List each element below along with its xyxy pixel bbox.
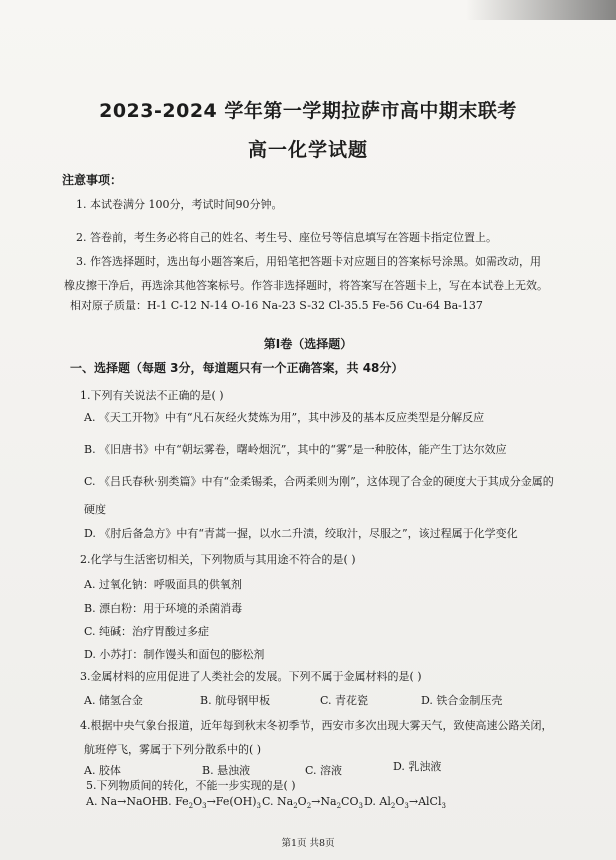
q2-option-a: A. 过氧化钠：呼吸面具的供氧剂 xyxy=(84,578,242,591)
notice-item-2: 2. 答卷前，考生务必将自己的姓名、考生号、座位号等信息填写在答题卡指定位置上。 xyxy=(76,231,497,244)
q4-option-b: B. 悬浊液 xyxy=(202,764,251,777)
section-subtitle: 一、选择题（每题 3分，每道题只有一个正确答案，共 48分） xyxy=(70,361,404,375)
q2-option-b: B. 漂白粉：用于环境的杀菌消毒 xyxy=(84,602,243,615)
q4-option-c: C. 溶液 xyxy=(305,764,343,777)
exam-title: 2023-2024 学年第一学期拉萨市高中期末联考 xyxy=(99,100,517,122)
q4-stem: 4.根据中央气象台报道，近年每到秋末冬初季节，西安市多次出现大雾天气，致使高速公路关闭， xyxy=(80,719,553,732)
q2-stem: 2.化学与生活密切相关，下列物质与其用途不符合的是( ) xyxy=(80,553,356,566)
exam-subtitle: 高一化学试题 xyxy=(247,139,368,161)
q5-option-a: A. Na→NaOH xyxy=(86,795,162,808)
notice-heading: 注意事项： xyxy=(62,173,123,187)
q1-option-a: A. 《天工开物》中有“凡石灰经火焚炼为用”，其中涉及的基本反应类型是分解反应 xyxy=(84,411,485,424)
q3-option-b: B. 航母钢甲板 xyxy=(200,694,271,707)
q5-stem: 5.下列物质间的转化，不能一步实现的是( ) xyxy=(86,779,296,792)
notice-item-1: 1. 本试卷满分 100分，考试时间90分钟。 xyxy=(76,198,283,211)
q1-stem: 1.下列有关说法不正确的是( ) xyxy=(80,389,224,402)
q4-option-d: D. 乳浊液 xyxy=(393,760,442,773)
q1-option-d: D. 《肘后备急方》中有“青蒿一握，以水二升渍，绞取汁，尽服之”，该过程属于化学变化 xyxy=(84,527,518,540)
q1-option-b: B. 《旧唐书》中有“朝坛雾卷，曙岭烟沉”，其中的“雾”是一种胶体，能产生丁达尔效应 xyxy=(84,443,507,456)
q3-option-a: A. 储氢合金 xyxy=(84,694,143,707)
q3-option-d: D. 铁合金制压壳 xyxy=(421,694,503,707)
q3-stem: 3.金属材料的应用促进了人类社会的发展。下列不属于金属材料的是( ) xyxy=(80,670,422,683)
q2-option-d: D. 小苏打：制作馒头和面包的膨松剂 xyxy=(84,648,265,661)
q1-option-c-cont: 硬度 xyxy=(84,503,106,516)
q4-stem-cont: 航班停飞，雾属于下列分散系中的( ) xyxy=(84,743,262,756)
section-title: 第Ⅰ卷（选择题） xyxy=(263,337,353,351)
notice-item-3-cont: 橡皮擦干净后，再选涂其他答案标号。作答非选择题时，将答案写在答题卡上，写在本试卷上无效。 xyxy=(64,279,548,292)
q3-option-c: C. 青花瓷 xyxy=(320,694,369,707)
notice-item-3: 3. 作答选择题时，选出每小题答案后，用铅笔把答题卡对应题目的答案标号涂黑。如需改动，用 xyxy=(76,255,541,268)
page-number: 第1页 共8页 xyxy=(281,838,335,849)
scan-edge-shadow xyxy=(466,0,616,20)
q5-option-b: B. $Fe_2O_3\to Fe(OH)_3$ xyxy=(160,795,262,811)
q4-option-a: A. 胶体 xyxy=(84,764,121,777)
q2-option-c: C. 纯碱：治疗胃酸过多症 xyxy=(84,625,210,638)
q5-option-c: C. $Na_2O_2\to Na_2CO_3$ xyxy=(262,795,363,811)
atomic-mass-list: 相对原子质量：H-1 C-12 N-14 O-16 Na-23 S-32 Cl-35.5 Fe-56 Cu-64 Ba-137 xyxy=(70,299,483,312)
q5-option-d: D. $Al_2O_3\to AlCl_3$ xyxy=(364,795,446,811)
q1-option-c: C. 《吕氏春秋·别类篇》中有“金柔锡柔，合两柔则为刚”，这体现了合金的硬度大于其成分金属的 xyxy=(84,475,554,488)
